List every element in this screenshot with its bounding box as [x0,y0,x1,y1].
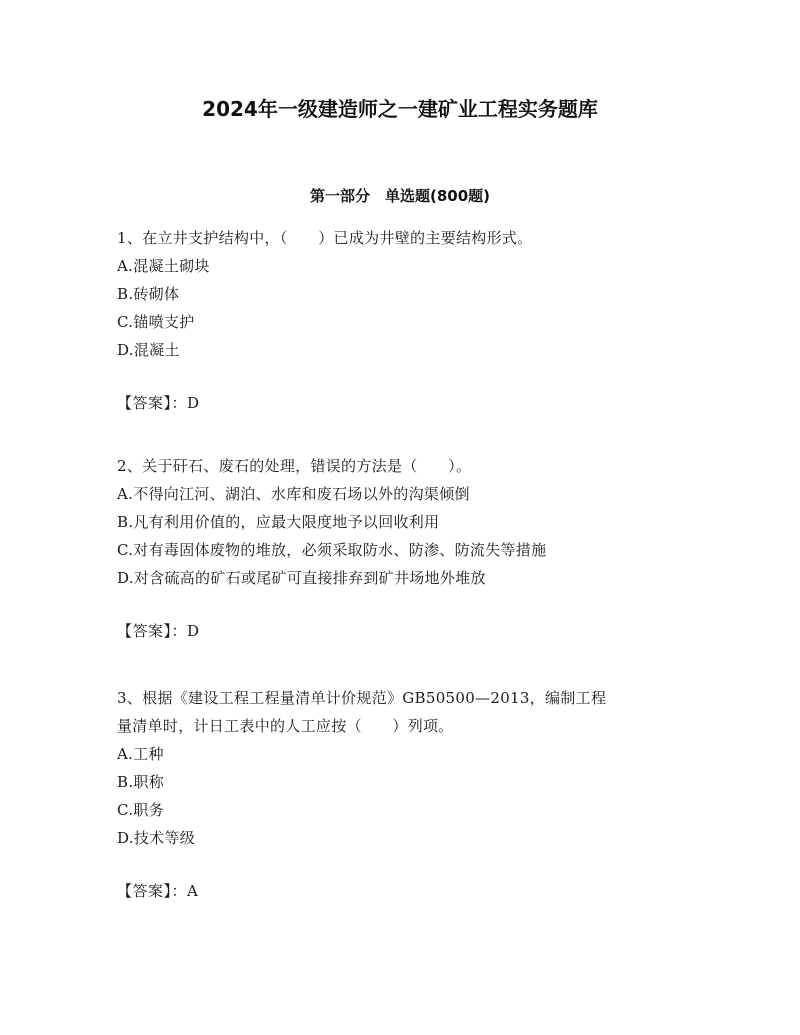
option-c: C.锚喷支护 [117,313,195,331]
option-c: C.职务 [117,801,164,819]
option-a: A.混凝土砌块 [117,257,210,275]
answer-value: D [187,394,200,412]
answer-line [117,389,682,417]
option-c: C.对有毒固体废物的堆放，必须采取防水、防渗、防流失等措施 [117,541,547,559]
answer-label: 【答案】： [117,394,188,412]
question-stem: 1、在立井支护结构中，（ ）已成为井壁的主要结构形式。 [117,229,533,247]
section-title: 第一部分 单选题(800题) [309,187,491,205]
option-d: D.对含硫高的矿石或尾矿可直接排弃到矿井场地外堆放 [117,569,486,587]
option-b: B.职称 [117,773,164,791]
option-b: B.凡有利用价值的，应最大限度地予以回收利用 [117,513,440,531]
question-1 [117,224,682,417]
answer-line [117,877,682,905]
answer-label: 【答案】： [117,622,188,640]
option-a: A.工种 [117,745,164,763]
question-stem-line-2: 量清单时，计日工表中的人工应按（ ）列项。 [117,717,454,735]
answer-value: D [187,622,200,640]
question-3 [117,684,682,905]
option-b: B.砖砌体 [117,285,180,303]
question-stem-line-1: 3、根据《建设工程工程量清单计价规范》GB50500—2013，编制工程 [117,689,607,707]
document-title: 2024年一级建造师之一建矿业工程实务题库 [202,97,598,121]
answer-value: A [187,882,198,900]
option-d: D.技术等级 [117,829,196,847]
option-d: D.混凝土 [117,341,180,359]
question-2 [117,452,682,645]
question-stem: 2、关于矸石、废石的处理，错误的方法是（ ）。 [117,457,472,475]
answer-label: 【答案】： [117,882,188,900]
answer-line [117,617,682,645]
option-a: A.不得向江河、湖泊、水库和废石场以外的沟渠倾倒 [117,485,470,503]
